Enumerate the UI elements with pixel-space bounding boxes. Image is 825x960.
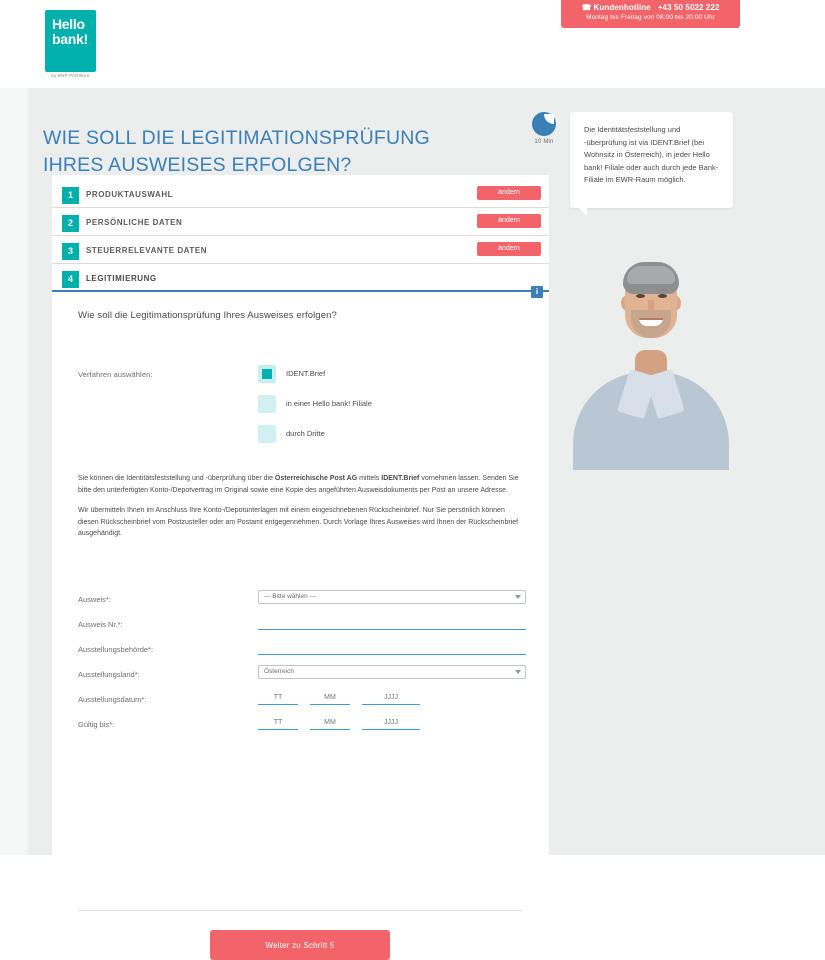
form-question: Wie soll die Legitimationsprüfung Ihres Ausweises erfolgen? <box>78 310 337 321</box>
step-number-2: 2 <box>62 215 79 232</box>
step-number-4: 4 <box>62 271 79 288</box>
logo-subtitle: by BNP PARIBAS <box>51 73 90 78</box>
legitimation-form <box>52 310 549 950</box>
advisor-photo <box>571 232 731 470</box>
step-list <box>52 184 549 296</box>
chevron-down-icon <box>515 595 521 599</box>
select-land[interactable] <box>258 665 526 679</box>
advisor-eye-left <box>636 294 645 298</box>
legal-p1-post: Österreichische Post AG <box>274 475 358 482</box>
date-group-gueltig-bis <box>258 715 432 730</box>
advisor-eyebrow-left <box>635 289 646 291</box>
chevron-down-icon-land <box>515 670 521 674</box>
select-ausweis-value: --- Bitte wählen --- <box>264 593 317 600</box>
info-tooltip <box>570 112 733 208</box>
input-gueltig-bis-month[interactable] <box>310 715 350 730</box>
advisor-hair-highlight <box>627 266 675 284</box>
input-gueltig-bis-day[interactable] <box>258 715 298 730</box>
input-gueltig-bis-year[interactable] <box>362 715 420 730</box>
hotline-row-primary <box>561 3 740 12</box>
hotline-title: Kundenhotline <box>593 3 651 12</box>
select-ausweis[interactable] <box>258 590 526 604</box>
legal-text-block <box>78 473 523 549</box>
step-title-1: PRODUKTAUSWAHL <box>86 190 174 199</box>
page-title-line-1: WIE SOLL DIE LEGITIMATIONSPRÜFUNG <box>43 127 430 150</box>
legal-p1-c: mittels <box>357 475 382 482</box>
legal-paragraph-1 <box>78 473 523 496</box>
date-group-ausstellungsdatum <box>258 690 432 705</box>
label-behoerde: Ausstellungsbehörde*: <box>78 645 154 654</box>
page-title <box>43 125 513 179</box>
field-row-gueltig-bis <box>52 715 549 740</box>
radio-dritte[interactable] <box>258 425 276 443</box>
step-title-4: LEGITIMIERUNG <box>86 274 157 283</box>
radio-label-ident-brief: IDENT.Brief <box>286 369 326 378</box>
info-tooltip-text: Die Identitätsfeststellung und -überprüfung ist via IDENT.Brief (bei Wohnsitz in Österreich), in jeder Hello bank! Filiale oder auch durch jede Bank-Filiale im EWR-Raum möglich. <box>584 125 719 184</box>
info-icon[interactable]: i <box>531 286 543 298</box>
input-ausweisnr[interactable] <box>258 615 526 630</box>
logo-line-1: Hello <box>52 16 85 32</box>
top-bar <box>0 0 825 88</box>
phone-icon: ☎ <box>581 3 592 12</box>
time-estimate <box>531 112 557 145</box>
advisor-eye-right <box>658 294 667 298</box>
hotline-number: +43 50 5022 222 <box>657 3 720 12</box>
field-row-land <box>52 665 549 690</box>
legal-p1-a: Sie können die Identitätsfeststellung und -überprüfung über die <box>78 475 275 482</box>
document-fields <box>52 590 549 740</box>
select-land-value: Österreich <box>264 668 294 675</box>
step-number-1: 1 <box>62 187 79 204</box>
step-number-3: 3 <box>62 243 79 260</box>
field-row-ausweisnr <box>52 615 549 640</box>
clock-icon <box>532 112 556 136</box>
label-gueltig-bis: Gültig bis*: <box>78 720 115 729</box>
label-ausweisnr: Ausweis Nr.*: <box>78 620 123 629</box>
legal-p1-e: vornehmen lassen. Senden Sie bitte den unterfertigten Konto-/Depotvertrag im Original sowie eine Kopie des angeführten Ausweisdokuments per Post an unsere Adresse. <box>78 475 519 494</box>
input-ausstellungsdatum-month[interactable] <box>310 690 350 705</box>
advisor-nose <box>648 300 654 312</box>
hello-bank-logo[interactable] <box>45 10 96 72</box>
input-ausstellungsdatum-day[interactable] <box>258 690 298 705</box>
legal-p1-ident: IDENT.Brief <box>381 475 420 482</box>
advisor-eyebrow-right <box>657 289 668 291</box>
left-strip <box>0 88 28 855</box>
submit-button[interactable]: Weiter zu Schritt 5 <box>210 930 390 960</box>
method-label: Verfahren auswählen: <box>78 370 153 379</box>
step-title-3: STEUERRELEVANTE DATEN <box>86 246 208 255</box>
input-behoerde[interactable] <box>258 640 526 655</box>
radio-label-dritte: durch Dritte <box>286 429 325 438</box>
label-ausweis: Ausweis*: <box>78 595 111 604</box>
step-edit-button-3[interactable]: ändern <box>477 242 541 256</box>
radio-filiale[interactable] <box>258 395 276 413</box>
field-row-behoerde <box>52 640 549 665</box>
step-edit-button-1[interactable]: ändern <box>477 186 541 200</box>
field-row-ausweis <box>52 590 549 615</box>
radio-label-filiale: in einer Hello bank! Filiale <box>286 399 372 408</box>
step-row-3[interactable] <box>52 240 549 264</box>
step-edit-button-2[interactable]: ändern <box>477 214 541 228</box>
label-ausstellungsdatum: Ausstellungsdatum*: <box>78 695 147 704</box>
logo-line-2: bank! <box>52 31 88 47</box>
legal-paragraph-2: Wir übermitteln Ihnen im Anschluss Ihre Konto-/Depotunterlagen mit einem eingeschriebenen Rückscheinbrief. Nur Sie persönlich können diesen Rückscheinbrief vom Postzusteller oder am Postamt entgegennehmen. Durch Vorlage Ihres Ausweises wird Ihnen der Rückscheinbrief ausgehändigt. <box>78 507 519 537</box>
radio-ident-brief[interactable] <box>258 365 276 383</box>
hotline-banner[interactable] <box>561 0 740 28</box>
step-title-2: PERSÖNLICHE DATEN <box>86 218 183 227</box>
hotline-hours: Montag bis Freitag von 08:00 bis 20:00 Uhr <box>586 14 715 21</box>
input-ausstellungsdatum-year[interactable] <box>362 690 420 705</box>
page-title-line-2: IHRES AUSWEISES ERFOLGEN? <box>43 154 352 177</box>
field-row-ausstellungsdatum <box>52 690 549 715</box>
step-row-4 <box>52 268 549 292</box>
time-estimate-label: 10 Min <box>534 139 554 145</box>
step-row-1[interactable] <box>52 184 549 208</box>
step-row-2[interactable] <box>52 212 549 236</box>
label-land: Ausstellungsland*: <box>78 670 140 679</box>
form-divider <box>78 910 523 911</box>
